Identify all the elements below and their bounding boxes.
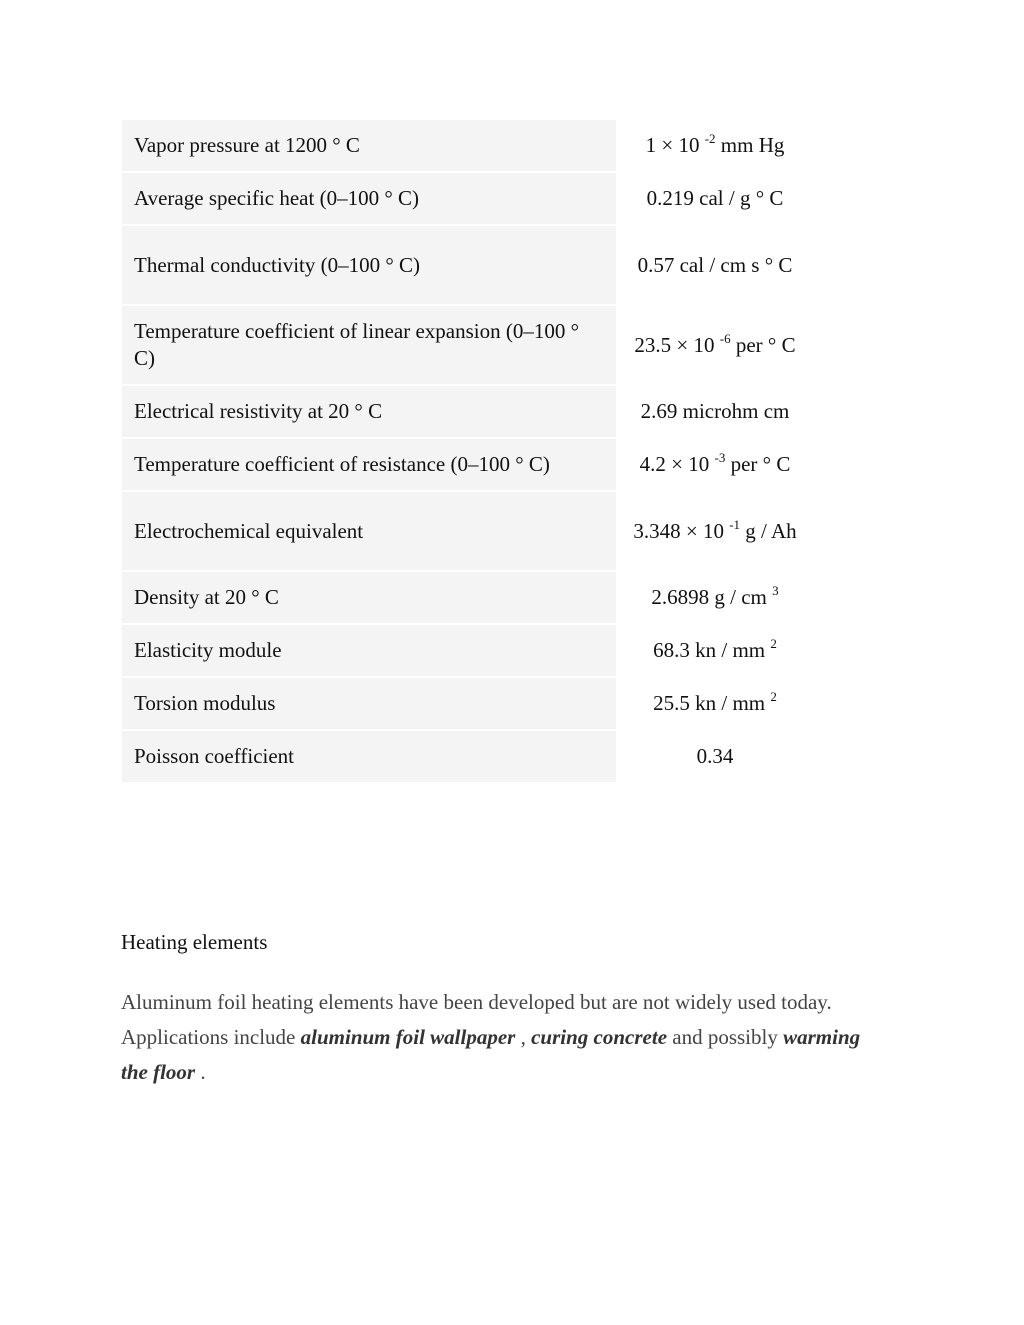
property-name: Torsion modulus [122, 678, 618, 731]
property-value: 1 × 10 $^{-2}$ mm Hg [618, 120, 812, 173]
emphasis-warming-the-floor: warming the floor [121, 1025, 861, 1084]
emphasis-curing-concrete: curing concrete [531, 1025, 668, 1049]
property-name: Average specific heat (0–100 ° C) [122, 173, 618, 226]
property-name: Vapor pressure at 1200 ° C [122, 120, 618, 173]
property-value: 25.5 kn / mm $^2$ [618, 678, 812, 731]
property-value: 3.348 × 10 $^{-1}$ g / Ah [618, 492, 812, 572]
table-row [122, 386, 812, 439]
property-name: Temperature coefficient of linear expansion (0–100 ° C) [122, 306, 618, 386]
table-row [122, 439, 812, 492]
exponent: 2 [770, 636, 777, 651]
table-row [122, 120, 812, 173]
table-row [122, 572, 812, 625]
property-value: 2.6898 g / cm $^3$ [618, 572, 812, 625]
section-paragraph [121, 985, 861, 1090]
property-value: 0.219 cal / g ° C [618, 173, 812, 226]
table-row [122, 625, 812, 678]
property-value: 0.57 cal / cm s ° C [618, 226, 812, 306]
table-row [122, 492, 812, 572]
property-value: 4.2 × 10 $^{-3}$ per ° C [618, 439, 812, 492]
property-name: Temperature coefficient of resistance (0–100 ° C) [122, 439, 618, 492]
paragraph-text: and possibly [667, 1025, 784, 1049]
exponent: 2 [770, 689, 777, 704]
property-value: 23.5 × 10 $^{-6}$ per ° C [618, 306, 812, 386]
property-value: 68.3 kn / mm $^2$ [618, 625, 812, 678]
table-row [122, 173, 812, 226]
paragraph-text: . [195, 1060, 206, 1084]
exponent: -1 [729, 516, 741, 532]
paragraph-text: , [515, 1025, 532, 1049]
table-row [122, 731, 812, 784]
property-name: Poisson coefficient [122, 731, 618, 784]
property-name: Thermal conductivity (0–100 ° C) [122, 226, 618, 306]
emphasis-aluminum-foil-wallpaper: aluminum foil wallpaper [300, 1025, 516, 1049]
property-name: Elasticity module [122, 625, 618, 678]
section-heading: Heating elements [121, 930, 268, 954]
property-value: 0.34 [618, 731, 812, 784]
properties-table [122, 120, 812, 784]
exponent: -6 [719, 330, 731, 346]
property-value: 2.69 microhm cm [618, 386, 812, 439]
exponent: -3 [714, 450, 726, 465]
exponent: 3 [772, 583, 779, 598]
table-row [122, 226, 812, 306]
property-name: Electrical resistivity at 20 ° C [122, 386, 618, 439]
exponent: -2 [704, 131, 716, 146]
paragraph-text: Aluminum foil heating elements have been developed but are not widely used today. Applications include [121, 990, 832, 1049]
property-name: Density at 20 ° C [122, 572, 618, 625]
table-row [122, 306, 812, 386]
table-row [122, 678, 812, 731]
property-name: Electrochemical equivalent [122, 492, 618, 572]
